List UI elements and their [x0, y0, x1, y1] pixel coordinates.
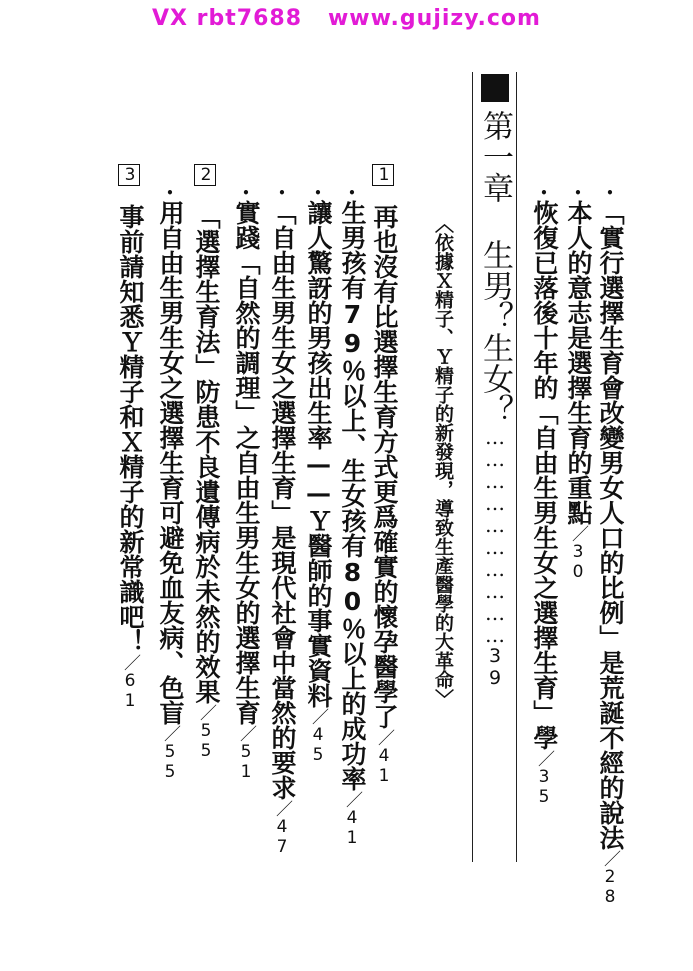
chapter-rule-left: [472, 72, 473, 862]
page-ref: ／51: [236, 725, 256, 782]
chapter-rule-right: [516, 72, 517, 862]
page-ref: ／41: [342, 791, 362, 848]
bullet: •: [163, 186, 177, 200]
page-ref: ／47: [272, 800, 292, 857]
toc-entry: [266, 186, 298, 857]
bullet: •: [537, 186, 551, 200]
page-ref: ／45: [308, 708, 328, 765]
page-ref: ／28: [600, 850, 620, 907]
toc-entry: [528, 186, 560, 807]
section-number: 2: [196, 165, 216, 185]
watermark-text: VX rbt7688 www.gujizy.com: [152, 6, 541, 31]
bullet: •: [603, 186, 617, 200]
page-ref: ／61: [120, 654, 140, 711]
page-ref: ／35: [534, 750, 554, 807]
entry-text: 本人的意志是選擇生育的重點: [564, 200, 593, 525]
chapter-dots: …………………………: [483, 425, 507, 645]
chapter-page: 39: [484, 645, 506, 689]
page-ref: ／41: [374, 729, 394, 786]
entry-text: 事前請知悉Ｙ精子和Ｘ精子的新常識吧！: [116, 204, 145, 654]
toc-entry: [230, 186, 262, 782]
entry-text: 生男孩有79％以上、生女孩有80％以上的成功率: [338, 200, 367, 791]
section-3-heading: [114, 164, 146, 711]
toc-entry: [154, 186, 186, 782]
entry-text: 「選擇生育法」防患不良遺傳病於未然的效果: [192, 204, 221, 704]
chapter-title: 第一章 生男？生女？: [477, 110, 513, 425]
bullet: •: [571, 186, 585, 200]
entry-text: 用自由生男生女之選擇生育可避免血友病、色盲: [156, 200, 185, 725]
entry-text: 讓人驚訝的男孩出生率——Ｙ醫師的事實資料: [304, 200, 333, 708]
section-1-heading: [368, 164, 400, 786]
bullet: •: [275, 186, 289, 200]
entry-text: 恢復已落後十年的「自由生男生女之選擇生育」學: [530, 200, 559, 750]
chapter-block-icon: [481, 74, 509, 102]
toc-entry: [562, 186, 594, 582]
page-ref: ／55: [196, 704, 216, 761]
toc-entry: [336, 186, 368, 848]
page-ref: ／55: [160, 725, 180, 782]
chapter-heading: [476, 74, 514, 689]
toc-entry: [594, 186, 626, 907]
toc-entry: [302, 186, 334, 765]
entry-text: 「自由生男生女之選擇生育」是現代社會中當然的要求: [268, 200, 297, 800]
bullet: •: [345, 186, 359, 200]
section-number: 1: [374, 165, 394, 185]
entry-text: 實踐「自然的調理」之自由生男生女的選擇生育: [232, 200, 261, 725]
bullet: •: [311, 186, 325, 200]
section-2-heading: [190, 164, 222, 761]
entry-text: 再也沒有比選擇生育方式更爲確實的懷孕醫學了: [370, 204, 399, 729]
bullet: •: [239, 186, 253, 200]
entry-text: 「實行選擇生育會改變男女人口的比例」是荒誕不經的說法: [596, 200, 625, 850]
chapter-subtitle: 〈依據Ｘ精子、Ｙ精子的新發現，導致生產醫學的大革命〉: [432, 214, 454, 708]
section-number: 3: [120, 165, 140, 185]
page-ref: ／30: [568, 525, 588, 582]
